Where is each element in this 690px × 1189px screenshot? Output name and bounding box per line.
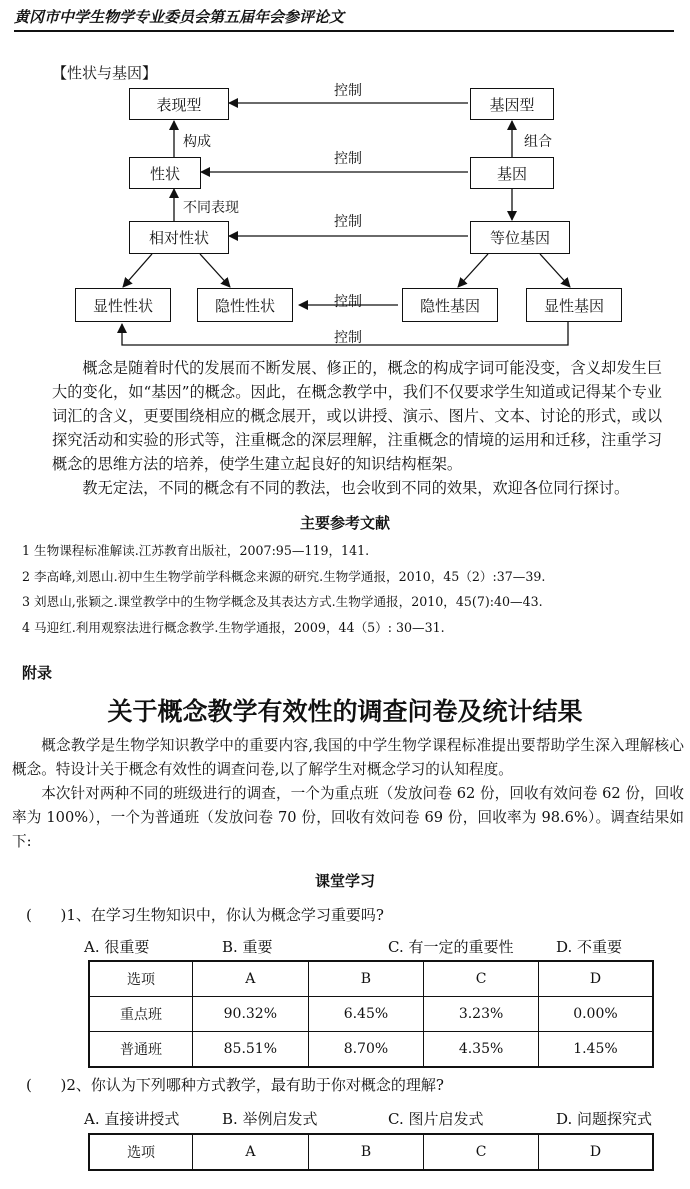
reference-item: 4 马迎红.利用观察法进行概念教学.生物学通报，2009，44（5）: 30—31. xyxy=(22,620,445,635)
diagram-section-label: 【性状与基因】 xyxy=(52,64,158,82)
allele-to-recessive-arrow xyxy=(458,254,488,287)
page-header: 黄冈市中学生物学专业委员会第五届年会参评论文 xyxy=(14,8,345,26)
appendix-title: 关于概念教学有效性的调查问卷及统计结果 xyxy=(107,697,583,726)
box-recessive-gene: 隐性基因 xyxy=(402,288,498,322)
section-title: 课堂学习 xyxy=(314,872,375,890)
appendix-text xyxy=(12,734,684,854)
question-text: 2、你认为下列哪种方式教学，最有助于你对概念的理解? xyxy=(66,1076,444,1094)
box-recessive-trait: 隐性性状 xyxy=(197,288,293,322)
allele-to-dominant-arrow xyxy=(540,254,570,287)
box-allele: 等位基因 xyxy=(470,221,570,254)
question-2 xyxy=(26,1074,444,1095)
appendix-paragraph: 概念教学是生物学知识教学中的重要内容,我国的中学生物学课程标准提出要帮助学生深入理解核心概念。特设计关于概念有效性的调查问卷,以了解学生对概念学习的认知程度。 xyxy=(12,737,684,778)
table-cell: 3.23% xyxy=(424,997,539,1032)
table-header-cell: B xyxy=(308,1134,424,1170)
table-header-row xyxy=(89,961,653,997)
table-cell: 85.51% xyxy=(193,1032,309,1068)
table-cell: 8.70% xyxy=(308,1032,424,1068)
body-text xyxy=(52,356,662,500)
table-cell: 1.45% xyxy=(538,1032,653,1068)
table-cell: 6.45% xyxy=(308,997,424,1032)
box-dominant-gene: 显性基因 xyxy=(526,288,622,322)
box-dominant-trait: 显性性状 xyxy=(75,288,171,322)
q1-option-b: B. 重要 xyxy=(222,938,273,956)
label-different-expression: 不同表现 xyxy=(183,200,239,216)
reference-item: 1 生物课程标准解读.江苏教育出版社，2007:95—119，141. xyxy=(22,543,370,558)
q2-option-d: D. 问题探究式 xyxy=(556,1110,653,1128)
table-header-cell: B xyxy=(308,961,424,997)
table-cell: 普通班 xyxy=(89,1032,193,1068)
table-header-cell: D xyxy=(538,1134,653,1170)
q1-results-table xyxy=(88,960,654,1068)
reference-item: 3 刘恩山,张颖之.课堂教学中的生物学概念及其表达方式.生物学通报，2010，45(7):40—43. xyxy=(22,594,543,609)
table-header-cell: A xyxy=(193,961,309,997)
q2-results-table xyxy=(88,1133,654,1171)
table-header-row xyxy=(89,1134,653,1170)
q1-option-c: C. 有一定的重要性 xyxy=(388,938,514,956)
table-cell: 4.35% xyxy=(424,1032,539,1068)
table-header-cell: C xyxy=(424,1134,539,1170)
body-paragraph: 概念是随着时代的发展而不断发展、修正的，概念的构成字词可能没变，含义却发生巨大的变化，如“基因”的概念。因此，在概念教学中，我们不仅要求学生知道或记得某个专业词汇的含义，更要围绕相应的概念展开，或以讲授、演示、图片、文本、讨论的形式，或以探究活动和实验的形式等，注重概念的深层理解，注重概念的情境的运用和迁移，注重学习概念的思维方法的培养，使学生建立起良好的知识结构框架。 xyxy=(52,359,662,473)
reference-item: 2 李高峰,刘恩山.初中生生物学前学科概念来源的研究.生物学通报，2010，45（2）:37—39. xyxy=(22,569,546,584)
label-compose: 构成 xyxy=(183,134,211,150)
table-cell: 0.00% xyxy=(538,997,653,1032)
relative-to-recessive-arrow xyxy=(200,254,230,287)
table-cell: 90.32% xyxy=(193,997,309,1032)
q2-option-c: C. 图片启发式 xyxy=(388,1110,484,1128)
answer-blank[interactable]: ( ) xyxy=(26,906,67,924)
label-control-1: 控制 xyxy=(334,83,362,99)
label-combine: 组合 xyxy=(524,134,552,150)
table-row xyxy=(89,997,653,1032)
table-header-cell: 选项 xyxy=(89,961,193,997)
appendix-label: 附录 xyxy=(22,664,53,682)
table-header-cell: A xyxy=(193,1134,309,1170)
box-gene: 基因 xyxy=(470,157,554,189)
q1-option-a: A. 很重要 xyxy=(84,938,150,956)
question-text: 1、在学习生物知识中，你认为概念学习重要吗? xyxy=(66,906,384,924)
table-header-cell: D xyxy=(538,961,653,997)
question-1 xyxy=(26,904,384,925)
table-header-cell: 选项 xyxy=(89,1134,193,1170)
answer-blank[interactable]: ( ) xyxy=(26,1076,67,1094)
body-paragraph: 教无定法，不同的概念有不同的教法，也会收到不同的效果，欢迎各位同行探讨。 xyxy=(82,479,630,497)
label-control-2: 控制 xyxy=(334,151,362,167)
box-genotype: 基因型 xyxy=(470,88,554,120)
appendix-paragraph: 本次针对两种不同的班级进行的调查，一个为重点班（发放问卷 62 份，回收有效问卷 62 份，回收率为 100%），一个为普通班（发放问卷 70 份，回收有效问卷 69 份，回收率为 98.6%）。调查结果如下: xyxy=(12,785,684,850)
q1-option-d: D. 不重要 xyxy=(556,938,623,956)
box-phenotype: 表现型 xyxy=(129,88,229,120)
box-trait: 性状 xyxy=(129,157,201,189)
references-title: 主要参考文献 xyxy=(299,514,390,532)
table-cell: 重点班 xyxy=(89,997,193,1032)
box-relative-trait: 相对性状 xyxy=(129,221,229,254)
label-control-4: 控制 xyxy=(334,294,362,310)
q2-option-b: B. 举例启发式 xyxy=(222,1110,318,1128)
label-control-3: 控制 xyxy=(334,214,362,230)
table-header-cell: C xyxy=(424,961,539,997)
q2-option-a: A. 直接讲授式 xyxy=(84,1110,180,1128)
table-row xyxy=(89,1032,653,1068)
relative-to-dominant-arrow xyxy=(123,254,152,287)
label-control-5: 控制 xyxy=(334,330,362,346)
